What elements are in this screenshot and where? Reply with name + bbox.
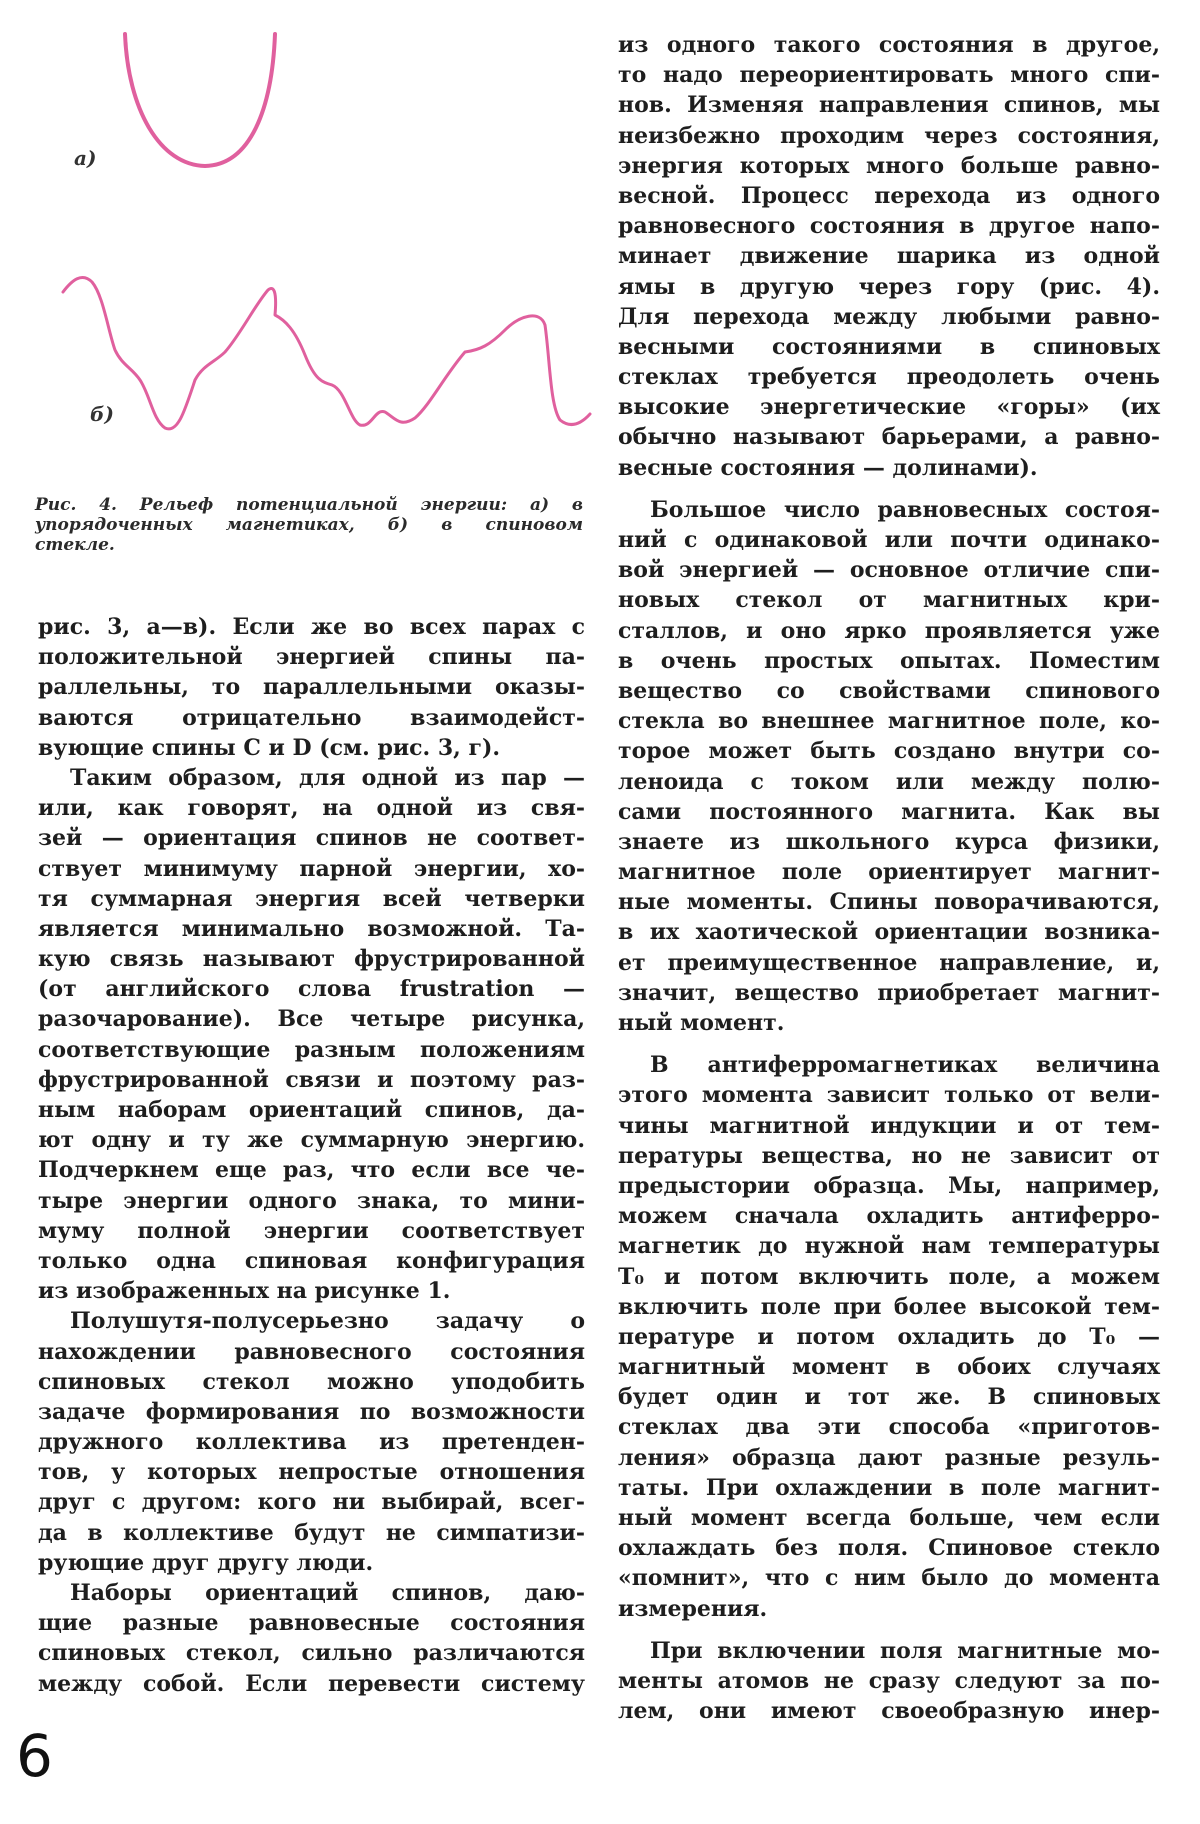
text-line: стеклах требуется преодолеть очень: [618, 364, 1160, 391]
paragraph: [38, 1306, 585, 1578]
text-line: рис. 3, а—в). Если же во всех парах с: [38, 614, 585, 640]
text-line: знаете из школьного курса физики,: [618, 828, 1160, 855]
text-line: задаче формирования по возможности: [38, 1398, 585, 1425]
paragraph: [38, 1578, 585, 1699]
text-line: весной. Процесс перехода из одного: [618, 182, 1160, 209]
text-line: раллельны, то параллельными оказы-: [38, 674, 585, 701]
text-line: сталлов, и оно ярко проявляется уже: [618, 617, 1160, 644]
text-line: В антиферромагнетиках величина: [650, 1052, 1160, 1079]
text-line: кую связь называют фрустрированной: [38, 946, 585, 973]
paragraph: [38, 763, 585, 1306]
text-line: Для перехода между любыми равно-: [618, 303, 1160, 330]
caption-line: стекле.: [35, 535, 115, 555]
text-line: соответствующие разным положениям: [38, 1036, 585, 1063]
text-line: или, как говорят, на одной из свя-: [38, 795, 585, 822]
text-line: ет преимущественное направление, и,: [618, 949, 1160, 976]
text-line: пературе и потом охладить до T₀ —: [618, 1323, 1160, 1350]
figure-label-b: б): [90, 402, 114, 426]
text-line: чины магнитной индукции и от тем-: [618, 1112, 1160, 1139]
text-line: ления» образца дают разные резуль-: [618, 1444, 1160, 1471]
paragraph: [618, 495, 1160, 1038]
text-line: ют одну и ту же суммарную энергию.: [38, 1127, 585, 1154]
paragraph: [618, 1050, 1160, 1624]
text-line: тыре энергии одного знака, то мини-: [38, 1187, 585, 1214]
text-line: ствует минимуму парной энергии, хо-: [38, 855, 585, 882]
text-line: в очень простых опытах. Поместим: [618, 647, 1160, 674]
text-line: из одного такого состояния в другое,: [618, 32, 1160, 58]
text-line: только одна спиновая конфигурация: [38, 1247, 585, 1274]
text-line: в их хаотической ориентации возника-: [618, 919, 1160, 946]
text-line: является минимально возможной. Та-: [38, 915, 585, 942]
text-line: менты атомов не сразу следуют за по-: [618, 1667, 1160, 1694]
text-line: «помнит», что с ним было до момента: [618, 1565, 1160, 1592]
text-line: минает движение шарика из одной: [618, 243, 1160, 270]
text-line: дружного коллектива из претенден-: [38, 1429, 585, 1456]
text-line: тя суммарная энергия всей четверки: [38, 885, 585, 912]
text-line: ный момент.: [618, 1010, 785, 1036]
text-line: ваются отрицательно взаимодейст-: [38, 704, 585, 731]
text-line: вещество со свойствами спинового: [618, 677, 1160, 704]
text-line: магнетик до нужной нам температуры: [618, 1233, 1160, 1260]
text-line: Большое число равновесных состоя-: [650, 496, 1160, 523]
text-line: энергия которых много больше равно-: [618, 152, 1160, 179]
text-line: При включении поля магнитные мо-: [650, 1637, 1160, 1664]
text-line: торое может быть создано внутри со-: [618, 738, 1160, 765]
text-line: можем сначала охладить антиферро-: [618, 1203, 1160, 1230]
text-line: разочарование). Все четыре рисунка,: [38, 1006, 585, 1033]
text-line: T₀ и потом включить поле, а можем: [618, 1263, 1160, 1290]
text-line: тов, у которых непростые отношения: [38, 1459, 585, 1486]
parabola-curve-ordered-magnet: [125, 34, 275, 166]
rugged-curve-spin-glass: [63, 277, 590, 428]
text-line: обычно называют барьерами, а равно-: [618, 424, 1160, 451]
text-line: ний с одинаковой или почти одинако-: [618, 527, 1160, 553]
figure-label-a: а): [74, 146, 97, 170]
text-line: муму полной энергии соответствует: [38, 1217, 585, 1244]
text-line: друг с другом: кого ни выбирай, всег-: [38, 1489, 585, 1516]
text-line: зей — ориентация спинов не соответ-: [38, 825, 585, 852]
page-number: 6: [16, 1722, 53, 1790]
text-line: вующие спины C и D (см. рис. 3, г).: [38, 734, 501, 761]
text-line: измерения.: [618, 1595, 768, 1622]
text-line: фрустрированной связи и поэтому раз-: [38, 1066, 585, 1093]
text-line: между собой. Если перевести систему: [38, 1670, 585, 1697]
caption-line: Рис. 4. Рельеф потенциальной энергии: а) в: [35, 495, 583, 515]
text-line: включить поле при более высокой тем-: [618, 1293, 1160, 1320]
caption-line: упорядоченных магнетиках, б) в спиновом: [35, 515, 583, 535]
text-line: весные состояния — долинами).: [618, 454, 1038, 481]
text-line: из изображенных на рисунке 1.: [38, 1278, 451, 1305]
right-text-column: [618, 30, 1160, 1738]
text-line: (от английского слова frustration —: [38, 976, 585, 1003]
text-line: будет один и тот же. В спиновых: [618, 1384, 1160, 1411]
text-line: леноида с током или между полю-: [618, 768, 1160, 795]
text-line: таты. При охлаждении в поле магнит-: [618, 1474, 1160, 1501]
text-line: положительной энергией спины па-: [38, 644, 585, 671]
text-line: равновесного состояния в другое напо-: [618, 213, 1160, 240]
text-line: весными состояниями в спиновых: [618, 333, 1160, 360]
text-line: стекла во внешнее магнитное поле, ко-: [618, 708, 1160, 735]
text-line: нахождении равновесного состояния: [38, 1338, 585, 1365]
paragraph: [38, 612, 585, 763]
text-line: то надо переориентировать много спи-: [618, 62, 1160, 89]
text-line: ямы в другую через гору (рис. 4).: [618, 273, 1160, 300]
text-line: неизбежно проходим через состояния,: [618, 122, 1160, 149]
text-line: рующие друг другу люди.: [38, 1549, 374, 1576]
text-line: да в коллективе будут не симпатизи-: [38, 1519, 585, 1546]
text-line: Полушутя-полусерьезно задачу о: [70, 1308, 585, 1335]
text-line: вой энергией — основное отличие спи-: [618, 557, 1160, 584]
text-line: ным наборам ориентаций спинов, да-: [38, 1097, 585, 1123]
text-line: ный момент всегда больше, чем если: [618, 1505, 1160, 1531]
text-line: магнитное поле ориентирует магнит-: [618, 859, 1160, 886]
text-line: спиновых стекол можно уподобить: [38, 1368, 585, 1395]
text-line: Таким образом, для одной из пар —: [70, 764, 585, 791]
text-line: магнитный момент в обоих случаях: [618, 1354, 1160, 1381]
text-line: новых стекол от магнитных кри-: [618, 587, 1160, 614]
figure-caption: [35, 495, 583, 555]
text-line: щие разные равновесные состояния: [38, 1610, 585, 1637]
text-line: сами постоянного магнита. Как вы: [618, 798, 1160, 825]
paragraph: [618, 30, 1160, 483]
text-line: лем, они имеют своеобразную инер-: [618, 1698, 1160, 1725]
text-line: спиновых стекол, сильно различаются: [38, 1640, 585, 1667]
text-line: Наборы ориентаций спинов, даю-: [70, 1580, 585, 1606]
text-line: Подчеркнем еще раз, что если все че-: [38, 1157, 585, 1184]
figure-4-potential-energy-relief: [0, 0, 600, 480]
text-line: этого момента зависит только от вели-: [618, 1082, 1160, 1109]
text-line: значит, вещество приобретает магнит-: [618, 979, 1160, 1006]
text-line: охлаждать без поля. Спиновое стекло: [618, 1535, 1160, 1562]
left-text-column: [38, 612, 585, 1699]
text-line: предыстории образца. Мы, например,: [618, 1172, 1160, 1199]
text-line: стеклах два эти способа «приготов-: [618, 1414, 1160, 1441]
text-line: ные моменты. Спины поворачиваются,: [618, 889, 1160, 916]
text-line: нов. Изменяя направления спинов, мы: [618, 92, 1160, 119]
text-line: пературы вещества, но не зависит от: [618, 1142, 1160, 1169]
paragraph: [618, 1636, 1160, 1727]
text-line: высокие энергетические «горы» (их: [618, 394, 1160, 421]
